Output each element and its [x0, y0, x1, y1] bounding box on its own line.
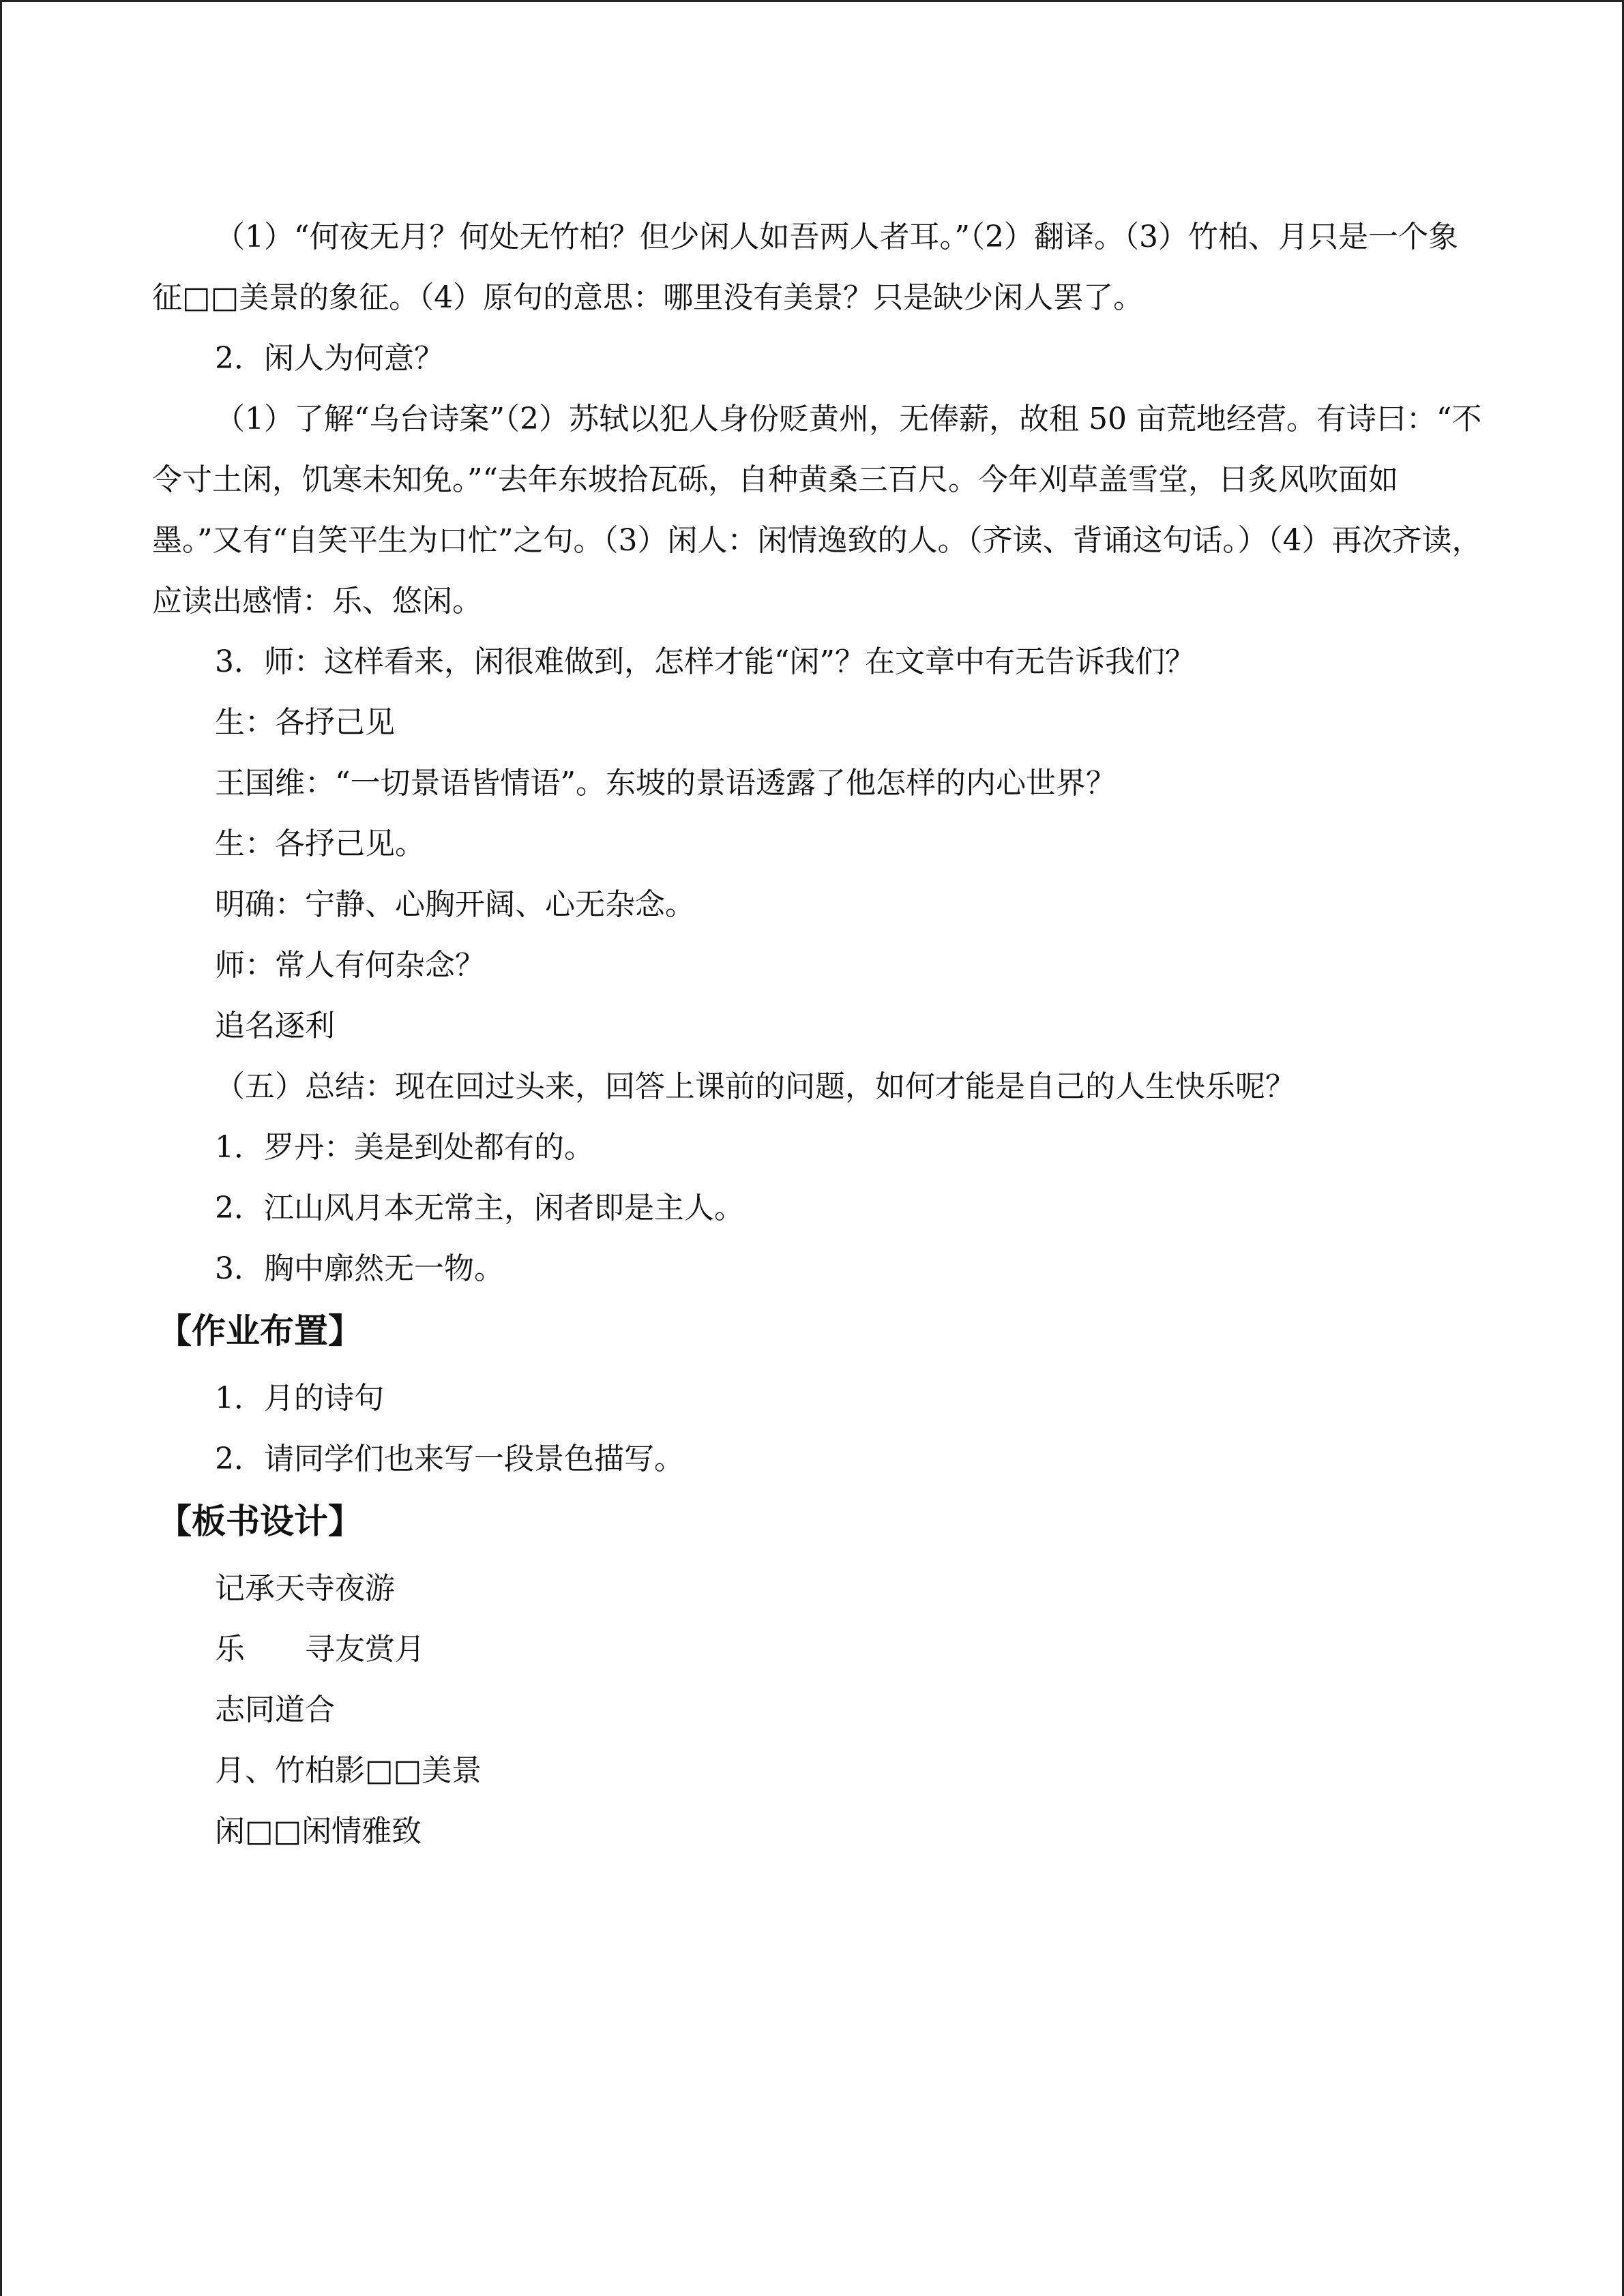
paragraph-moon-bamboo: （1）“何夜无月？何处无竹柏？但少闲人如吾两人者耳。”（2）翻译。（3）竹柏、月只是一个象征□□美景的象征。（4）原句的意思：哪里没有美景？只是缺少闲人罢了。 — [152, 220, 1458, 315]
board-line-idle: 闲□□闲情雅致 — [215, 1814, 422, 1849]
paragraph-student-opinion-2: 生：各抒己见。 — [215, 826, 425, 861]
board-heading: 【板书设计】 — [158, 1502, 362, 1541]
board-line-moon-bamboo: 月、竹柏影□□美景 — [215, 1753, 482, 1788]
paragraph-jiangshan: 2．江山风月本无常主，闲者即是主人。 — [215, 1191, 744, 1225]
board-line-joy: 乐 寻友赏月 — [215, 1632, 425, 1667]
paragraph-fame-fortune: 追名逐利 — [215, 1009, 335, 1043]
homework-heading: 【作业布置】 — [158, 1311, 362, 1351]
board-line-likeminded: 志同道合 — [215, 1693, 335, 1727]
paragraph-teacher-distraction: 师：常人有何杂念？ — [215, 948, 485, 983]
paragraph-wutai-case: （1）了解“乌台诗案”（2）苏轼以犯人身份贬黄州，无俸薪，故租 50 亩荒地经营。有诗曰：“不令寸土闲，饥寒未知免。”“去年东坡拾瓦砾，自种黄桑三百尺。今年刈草盖雪堂，日炙风吹面如墨。”又有“自笑平生为口忙”之句。（3）闲人：闲情逸致的人。（齐读、背诵这句话。）（4）再次齐读，应读出感情：乐、悠闲。 — [152, 402, 1482, 618]
paragraph-broad-mind: 3．胸中廓然无一物。 — [215, 1251, 504, 1286]
document-content — [152, 207, 1482, 1862]
paragraph-wang-guowei: 王国维：“一切景语皆情语”。东坡的景语透露了他怎样的内心世界？ — [215, 766, 1116, 801]
paragraph-idle-meaning: 2．闲人为何意？ — [215, 341, 444, 376]
paragraph-teacher-question: 3．师：这样看来，闲很难做到，怎样才能“闲”？在文章中有无告诉我们？ — [215, 644, 1195, 679]
paragraph-rodin: 1．罗丹：美是到处都有的。 — [215, 1130, 594, 1165]
paragraph-summary: （五）总结：现在回过头来，回答上课前的问题，如何才能是自己的人生快乐呢？ — [215, 1069, 1295, 1104]
board-line-title: 记承天寺夜游 — [215, 1571, 395, 1606]
paragraph-student-opinion-1: 生：各抒己见 — [215, 705, 395, 740]
homework-item-1: 1．月的诗句 — [215, 1381, 384, 1416]
paragraph-clarify: 明确：宁静、心胸开阔、心无杂念。 — [215, 887, 695, 922]
homework-item-2: 2．请同学们也来写一段景色描写。 — [215, 1442, 684, 1476]
